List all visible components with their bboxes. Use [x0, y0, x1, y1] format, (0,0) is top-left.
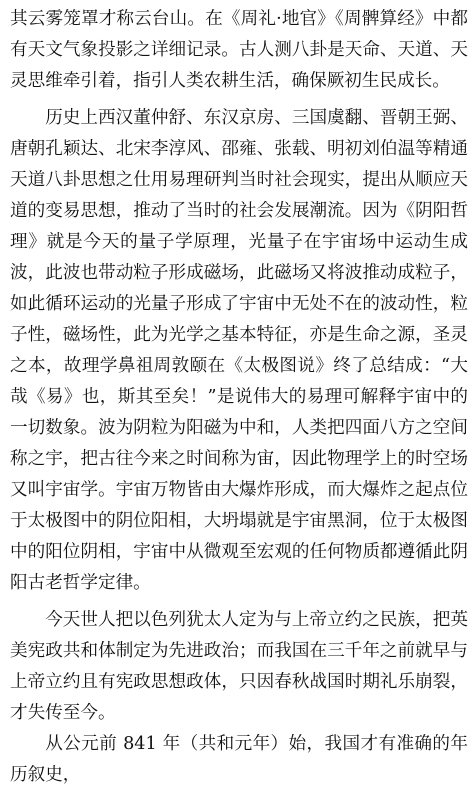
paragraph-2: 历史上西汉董仲舒、东汉京房、三国虞翻、晋朝王弼、唐朝孔颖达、北宋李淳风、邵雍、张载、明初刘伯温等精通天道八卦思想之仕用易理研判当时社会现实，提出从顺应天道的变易思想，推动了当时的社会发展潮流。因为《阴阳哲理》就是今天的量子学原理，光量子在宇宙场中运动生成波，此波也带动粒子形成磁场，此磁场又将波推动成粒子，如此循环运动的光量子形成了宇宙中无处不在的波动性，粒子性，磁场性，此为光学之基本特征，亦是生命之源，圣灵之本，故理学鼻祖周敦颐在《太极图说》终了总结成：“大哉《易》也，斯其至矣！”是说伟大的易理可解释宇宙中的一切数象。波为阴粒为阳磁为中和，人类把四面八方之空间称之宇，把古往今来之时间称为宙，因此物理学上的时空场又叫宇宙学。宇宙万物皆由大爆炸形成，而大爆炸之起点位于太极图中的阴位阳相，大坍塌就是宇宙黑洞，位于太极图中的阳位阴相，宇宙中从微观至宏观的任何物质都遵循此阴阳古老哲学定律。: [10, 108, 468, 593]
paragraph-1: 其云雾笼罩才称云台山。在《周礼·地官》《周髀算经》中都有天文气象投影之详细记录。古人测八卦是天命、天道、天灵思维牵引着，指引人类农耕生活，确保厥初生民成长。: [10, 9, 468, 91]
paragraph-4: 从公元前 841 年（共和元年）始，我国才有准确的年历叙史，: [10, 734, 468, 785]
paragraph-3: 今天世人把以色列犹太人定为与上帝立约之民族，把英美宪政共和体制定为先进政治；而我国在三千年之前就早与上帝立约且有宪政思想政体，只因春秋战国时期礼乐崩裂，才失传至今。: [10, 610, 468, 723]
document-page: [10, 4, 468, 791]
